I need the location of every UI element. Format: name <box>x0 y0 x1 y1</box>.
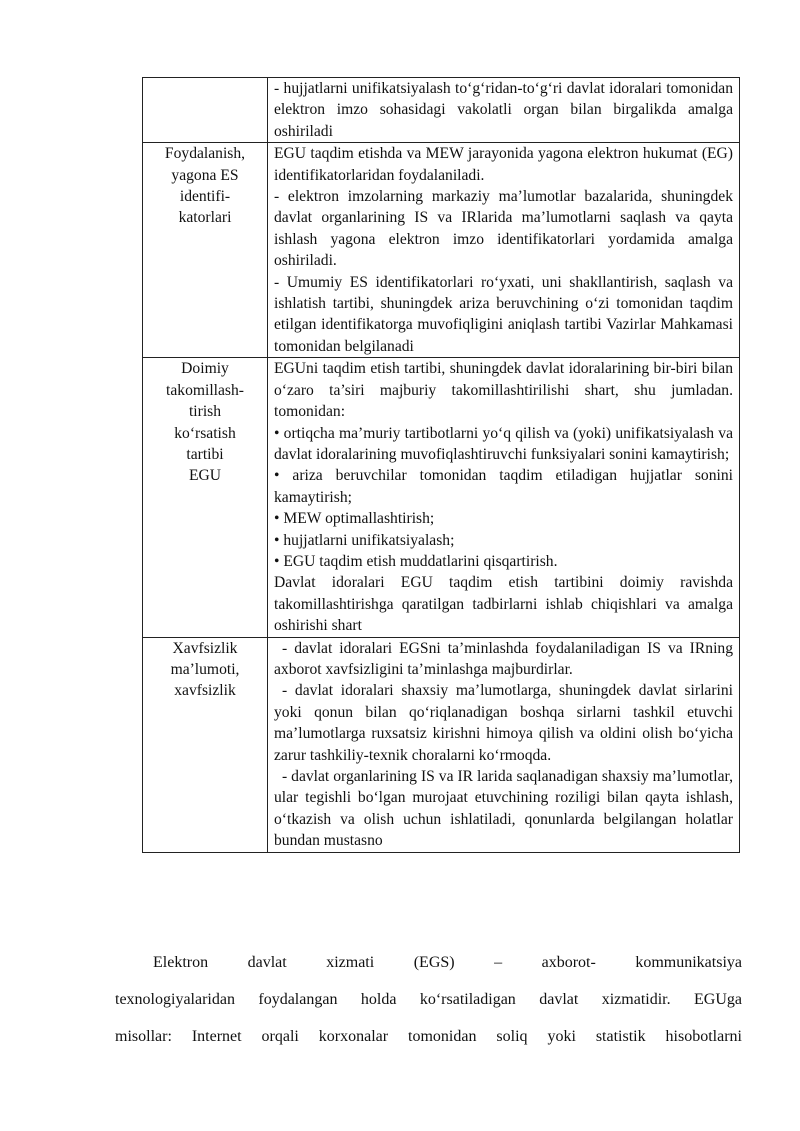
cell-paragraph: EGUni taqdim etish tartibi, shuningdek davlat idoralarining bir-biri bilan o‘zaro ta’siri majburiy takomillashtirilishi shart, shu jumladan. tomonidan: <box>274 360 733 421</box>
row-label-line: ma’lumoti, <box>170 660 240 678</box>
row-label-line: xavfsizlik <box>174 682 236 700</box>
row-content-cell <box>268 358 740 637</box>
cell-paragraph: • ariza beruvchilar tomonidan taqdim etiladigan hujjatlar sonini kamaytirish; <box>274 467 733 506</box>
cell-paragraph: • ortiqcha ma’muriy tartibotlarni yo‘q qilish va (yoki) unifikatsiyalash va davlat idoralarining muvofiqlashtiruvchi funksiyalari sonini kamaytirish; <box>274 424 733 463</box>
cell-paragraph: - davlat idoralari shaxsiy ma’lumotlarga, shuningdek davlat sirlarini yoki qonun bilan qo‘riqlanadigan boshqa sirlarni tashkil etuvchi ma’lumotlarga ruxsatsiz kirishni himoya qilish va oldini olish bo‘yicha zarur tashkiliy-texnik choralarni ko‘rmoqda. <box>274 682 733 764</box>
row-label-line: EGU <box>188 467 222 485</box>
table-row <box>143 143 740 358</box>
cell-paragraph: • MEW optimallashtirish; <box>274 510 435 528</box>
row-label-line: tartibi <box>186 445 224 463</box>
row-label-cell <box>143 637 268 852</box>
row-label-line: Xavfsizlik <box>172 639 238 657</box>
table-row <box>143 637 740 852</box>
row-label-cell <box>143 358 268 637</box>
cell-paragraph: - davlat organlarining IS va IR larida saqlanadigan shaxsiy ma’lumotlar, ular tegishli bo‘lgan murojaat etuvchining roziligi bilan qayta ishlash, o‘tkazish va olish uchun ishlatiladi, qonunlarda belgilangan holatlar bundan mustasno <box>274 768 733 850</box>
table-row <box>143 358 740 637</box>
cell-paragraph: EGU taqdim etishda va MEW jarayonida yagona elektron hukumat (EG) identifikatorlaridan foydalaniladi. <box>274 145 733 184</box>
row-label-line: tirish <box>188 403 222 421</box>
cell-paragraph: - davlat idoralari EGSni ta’minlashda foydalaniladigan IS va IRning axborot xavfsizligini ta’minlashga majburdirlar. <box>274 639 733 678</box>
cell-paragraph: - Umumiy ES identifikatorlari ro‘yxati, uni shakllantirish, saqlash va ishlatish tartibi, shuningdek ariza beruvchining o‘zi tomonidan taqdim etilgan identifikatorga muvofiqligini aniqlash tartibi Vazirlar Mahkamasi tomonidan belgilanadi <box>274 273 733 355</box>
info-table <box>142 77 740 853</box>
row-content-cell <box>268 78 740 143</box>
body-line: misollar: Internet orqali korxonalar tomonidan soliq yoki statistik hisobotlarni <box>115 1028 742 1045</box>
cell-paragraph: Davlat idoralari EGU taqdim etish tartibini doimiy ravishda takomillashtirishga qaratilgan tadbirlarni ishlab chiqishlari va amalga oshirishi shart <box>274 574 733 635</box>
body-line: Elektron davlat xizmati (EGS) – axborot- kommunikatsiya <box>153 954 742 971</box>
row-label-line: Doimiy <box>181 360 229 378</box>
row-label-line: Foydalanish, <box>164 145 246 163</box>
cell-paragraph: - elektron imzolarning markaziy ma’lumotlar bazalarida, shuningdek davlat organlarining IS va IRlarida ma’lumotlarni saqlash va qayta ishlash yagona elektron imzo identifikatorlari yordamida amalga oshiriladi. <box>274 188 733 270</box>
row-label-line: yagona ES <box>171 166 239 184</box>
cell-paragraph: - hujjatlarni unifikatsiyalash to‘g‘ridan-to‘g‘ri davlat idoralari tomonidan elektron imzo sohasidagi vakolatli organ bilan birgalikda amalga oshiriladi <box>274 80 733 140</box>
row-label-line: identifi- <box>179 188 231 206</box>
row-label-cell <box>143 143 268 358</box>
body-line: texnologiyalaridan foydalangan holda ko‘rsatiladigan davlat xizmatidir. EGUga <box>115 991 742 1008</box>
row-content-cell <box>268 637 740 852</box>
row-label-line: ko‘rsatish <box>174 424 236 442</box>
row-label-line: katorlari <box>178 209 232 227</box>
row-content-cell <box>268 143 740 358</box>
body-paragraph <box>115 944 742 1055</box>
row-label-line: takomillash- <box>166 381 244 399</box>
cell-paragraph: • EGU taqdim etish muddatlarini qisqartirish. <box>274 552 558 570</box>
table-row <box>143 78 740 143</box>
cell-paragraph: • hujjatlarni unifikatsiyalash; <box>274 531 455 549</box>
row-label-cell <box>143 78 268 143</box>
